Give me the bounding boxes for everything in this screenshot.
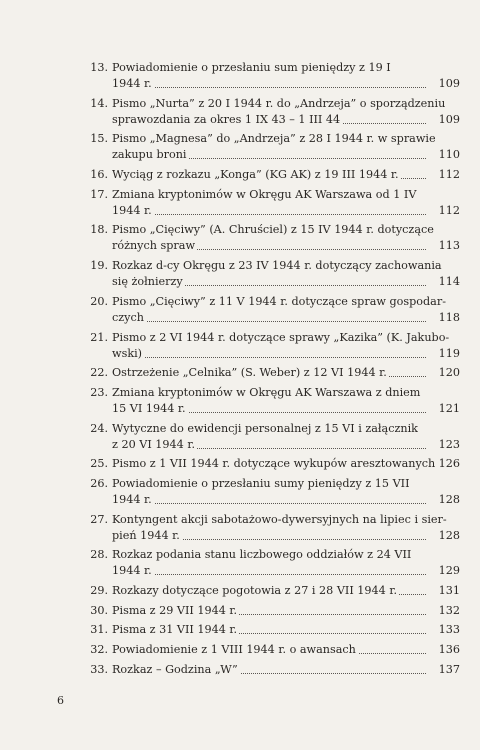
entry-number: 30. (90, 603, 108, 617)
entry-number: 26. (90, 476, 108, 490)
entry-number: 18. (90, 223, 108, 237)
entry-number: 21. (90, 330, 108, 344)
entry-number: 17. (90, 187, 108, 201)
toc-entry (82, 583, 460, 599)
toc-entry (82, 131, 460, 163)
entry-number: 24. (90, 421, 108, 435)
entry-number: 19. (90, 259, 108, 273)
entry-number: 15. (90, 132, 108, 146)
entry-title-line: Kontyngent akcji sabotażowo-dywersyjnych na lipiec i sier- (112, 512, 447, 526)
entry-title-line: różnych spraw (112, 239, 196, 253)
entry-title-line: Wyciąg z rozkazu „Konga” (KG AK) z 19 III 1944 r. (112, 168, 399, 182)
entry-page-number: 119 (438, 346, 460, 360)
toc-entry (82, 547, 460, 579)
entry-number: 25. (90, 457, 108, 471)
entry-title-line: Ostrzeżenie „Celnika” (S. Weber) z 12 VI 1944 r. (112, 366, 387, 380)
entry-page-number: 132 (438, 603, 460, 617)
entry-page-number: 128 (438, 528, 460, 542)
entry-title-line: Pisma z 29 VII 1944 r. (112, 603, 238, 617)
entry-title-line: 1944 r. (112, 77, 152, 90)
entry-title-line: Rozkaz podania stanu liczbowego oddziałów z 24 VII (112, 548, 412, 562)
entry-page-number: 137 (438, 662, 460, 676)
entry-page-number: 112 (438, 168, 460, 182)
entry-title-line: 15 VI 1944 r. (112, 401, 186, 415)
entry-title-line: Pismo z 1 VII 1944 r. dotyczące wykupów aresztowanych (112, 457, 436, 471)
entry-title-line: z 20 VI 1944 r. (112, 437, 195, 451)
entry-number: 31. (90, 623, 108, 637)
entry-page-number: 136 (438, 643, 460, 657)
entry-page-number: 110 (438, 148, 460, 162)
toc-entry (82, 662, 460, 678)
toc-entry (82, 603, 460, 619)
entry-title-line: pień 1944 r. (112, 528, 180, 542)
entry-page-number: 131 (438, 584, 460, 597)
entry-page-number: 113 (438, 239, 460, 253)
entry-title-line: Zmiana kryptonimów w Okręgu AK Warszawa z dniem (112, 385, 421, 399)
entry-page-number: 133 (438, 623, 460, 637)
entry-page-number: 109 (438, 77, 460, 90)
toc-entry (82, 167, 460, 183)
entry-title-line: czych (112, 310, 144, 324)
toc-entry (82, 421, 460, 453)
entry-title-line: Powiadomienie o przesłaniu sumy pieniędzy z 15 VII (112, 476, 410, 490)
toc-entry (82, 512, 460, 544)
entry-title-line: Pisma z 31 VII 1944 r. (112, 623, 238, 637)
entry-title-line: Powiadomienie o przesłaniu sum pieniędzy z 19 I (112, 61, 391, 74)
page-number: 6 (57, 694, 64, 707)
toc-entry (82, 187, 460, 219)
entry-title-line: sprawozdania za okres 1 IX 43 – 1 III 44 (112, 112, 341, 126)
entry-title-line: się żołnierzy (112, 275, 183, 289)
toc-entry (82, 258, 460, 290)
entry-title-line: 1944 r. (112, 492, 152, 506)
entry-page-number: 120 (438, 366, 460, 380)
entry-title-line: Pismo „Cięciwy” (A. Chruściel) z 15 IV 1944 r. dotyczące (112, 223, 434, 237)
toc-entry (82, 642, 460, 658)
dot-leader (112, 357, 426, 358)
entry-number: 33. (90, 662, 108, 676)
entry-page-number: 109 (438, 112, 460, 126)
entry-title-line: Powiadomienie z 1 VIII 1944 r. o awansach (112, 643, 356, 657)
entry-title-line: Wytyczne do ewidencji personalnej z 15 VI i załącznik (112, 421, 418, 435)
toc-entry (82, 330, 460, 362)
entry-number: 29. (90, 584, 108, 597)
dot-leader (112, 214, 426, 215)
toc-entry (82, 60, 460, 92)
entry-number: 16. (90, 168, 108, 182)
toc-entry (82, 385, 460, 417)
entry-page-number: 121 (438, 401, 460, 415)
toc-entry (82, 96, 460, 128)
dot-leader (112, 87, 426, 88)
entry-title-line: 1944 r. (112, 203, 152, 217)
entry-page-number: 118 (438, 310, 460, 324)
toc-entry (82, 222, 460, 254)
dot-leader (112, 321, 426, 322)
entry-page-number: 128 (438, 492, 460, 506)
entry-number: 28. (90, 548, 108, 562)
entry-number: 20. (90, 294, 108, 308)
toc-entry (82, 476, 460, 508)
entry-title-line: Zmiana kryptonimów w Okręgu AK Warszawa od 1 IV (112, 187, 417, 201)
entry-title-line: Rozkazy dotyczące pogotowia z 27 i 28 VII 1944 r. (112, 584, 398, 597)
toc-entry (82, 365, 460, 381)
entry-page-number: 126 (438, 457, 460, 471)
entry-number: 22. (90, 366, 108, 380)
entry-title-line: Pismo „Magnesa” do „Andrzeja” z 28 I 1944 r. w sprawie (112, 132, 436, 146)
entry-title-line: wski) (112, 346, 143, 360)
entry-title-line: Pismo „Nurta” z 20 I 1944 r. do „Andrzeja” o sporządzeniu (112, 96, 446, 110)
toc-entry (82, 622, 460, 638)
entry-page-number: 112 (438, 203, 460, 217)
entry-title-line: zakupu broni (112, 148, 187, 162)
toc-entry (82, 456, 460, 472)
entry-title-line: Rozkaz – Godzina „W” (112, 662, 238, 676)
entry-number: 14. (90, 96, 108, 110)
dot-leader (112, 574, 426, 575)
table-of-contents (82, 60, 460, 678)
entry-page-number: 114 (438, 275, 460, 289)
entry-title-line: Pismo z 2 VI 1944 r. dotyczące sprawy „Kazika” (K. Jakubo- (112, 330, 450, 344)
toc-entry (82, 294, 460, 326)
entry-page-number: 129 (438, 564, 460, 578)
entry-title-line: 1944 r. (112, 564, 152, 578)
dot-leader (112, 503, 426, 504)
entry-number: 13. (90, 61, 108, 74)
entry-number: 27. (90, 512, 108, 526)
entry-page-number: 123 (438, 437, 460, 451)
entry-title-line: Pismo „Cięciwy” z 11 V 1944 r. dotyczące spraw gospodar- (112, 294, 446, 308)
entry-number: 23. (90, 385, 108, 399)
entry-title-line: Rozkaz d-cy Okręgu z 23 IV 1944 r. dotyczący zachowania (112, 259, 442, 273)
entry-number: 32. (90, 643, 108, 657)
